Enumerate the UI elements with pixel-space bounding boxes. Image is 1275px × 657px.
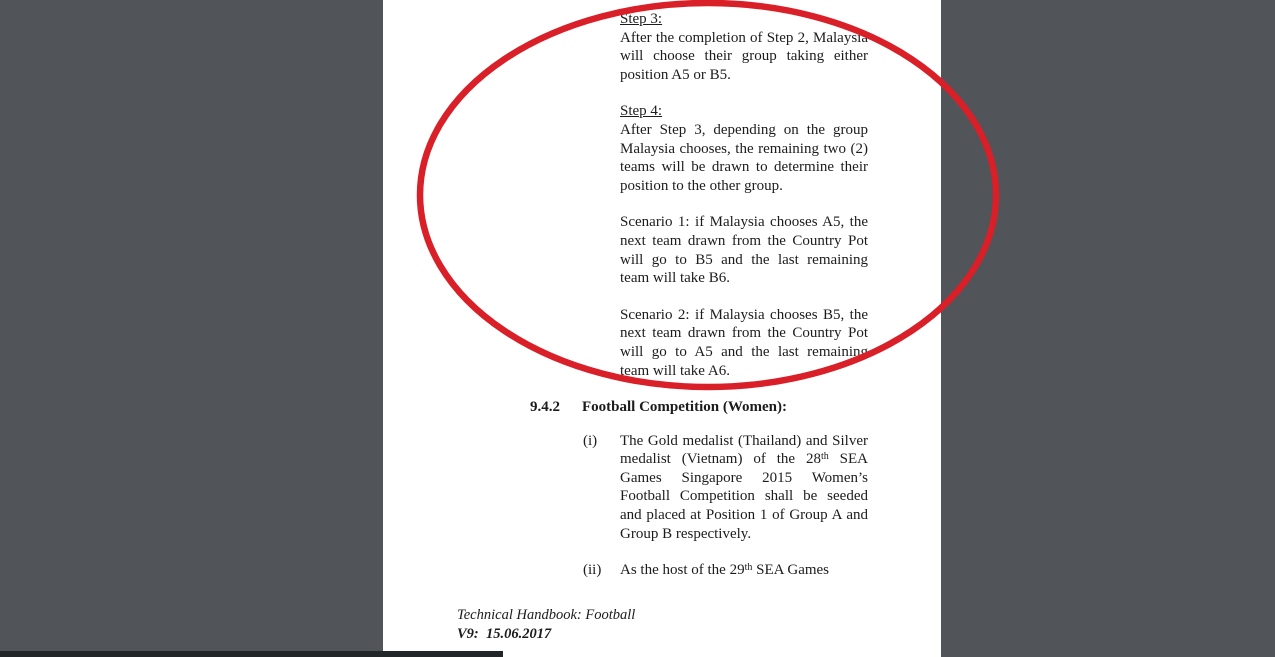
list-text-ii-pre: As the host of the 29 — [620, 562, 745, 579]
list-item-i — [530, 432, 868, 544]
paragraph-step4 — [620, 102, 868, 195]
footer-version-date: V9: 15.06.2017 — [457, 626, 552, 642]
paragraph-step3 — [620, 10, 868, 84]
list-text-i-pre: The Gold medalist (Thailand) and Silver medalist (Vietnam) of the 28 — [620, 432, 868, 468]
step3-heading: Step 3: — [620, 11, 663, 27]
list-text-i — [620, 432, 868, 544]
ordinal-superscript: th — [744, 562, 753, 574]
list-text-ii-post: SEA Games — [752, 562, 830, 579]
step3-body: After the completion of Step 2, Malaysia will choose their group taking either position A5 or B5. — [620, 29, 868, 83]
section-heading — [530, 398, 868, 417]
section-title: Football Competition (Women): — [582, 399, 787, 416]
list-text-i-post: SEA Games Singapore 2015 Women’s Football Competition shall be seeded and placed at Position 1 of Group A and Group B respectively. — [620, 451, 868, 542]
list-text-ii — [620, 561, 868, 580]
ordinal-superscript: th — [820, 451, 829, 463]
paragraph-scenario1: Scenario 1: if Malaysia chooses A5, the next team drawn from the Country Pot will go to B5 and the last remaining team will take B6. — [620, 214, 868, 287]
list-marker-i: (i) — [583, 432, 598, 449]
bottom-edge-strip — [0, 651, 503, 657]
page-content — [530, 10, 868, 580]
paragraph-scenario2: Scenario 2: if Malaysia chooses B5, the next team drawn from the Country Pot will go to A5 and the last remaining team will take A6. — [620, 306, 868, 379]
page-footer — [457, 606, 635, 644]
list-marker-ii: (ii) — [583, 562, 602, 579]
document-page — [383, 0, 941, 657]
footer-handbook-title: Technical Handbook: Football — [457, 607, 636, 623]
section-number: 9.4.2 — [530, 399, 560, 416]
step4-heading: Step 4: — [620, 103, 663, 120]
step4-body: After Step 3, depending on the group Malaysia chooses, the remaining two (2) teams will be drawn to determine their position to the other group. — [620, 121, 868, 194]
list-item-ii — [530, 561, 868, 580]
